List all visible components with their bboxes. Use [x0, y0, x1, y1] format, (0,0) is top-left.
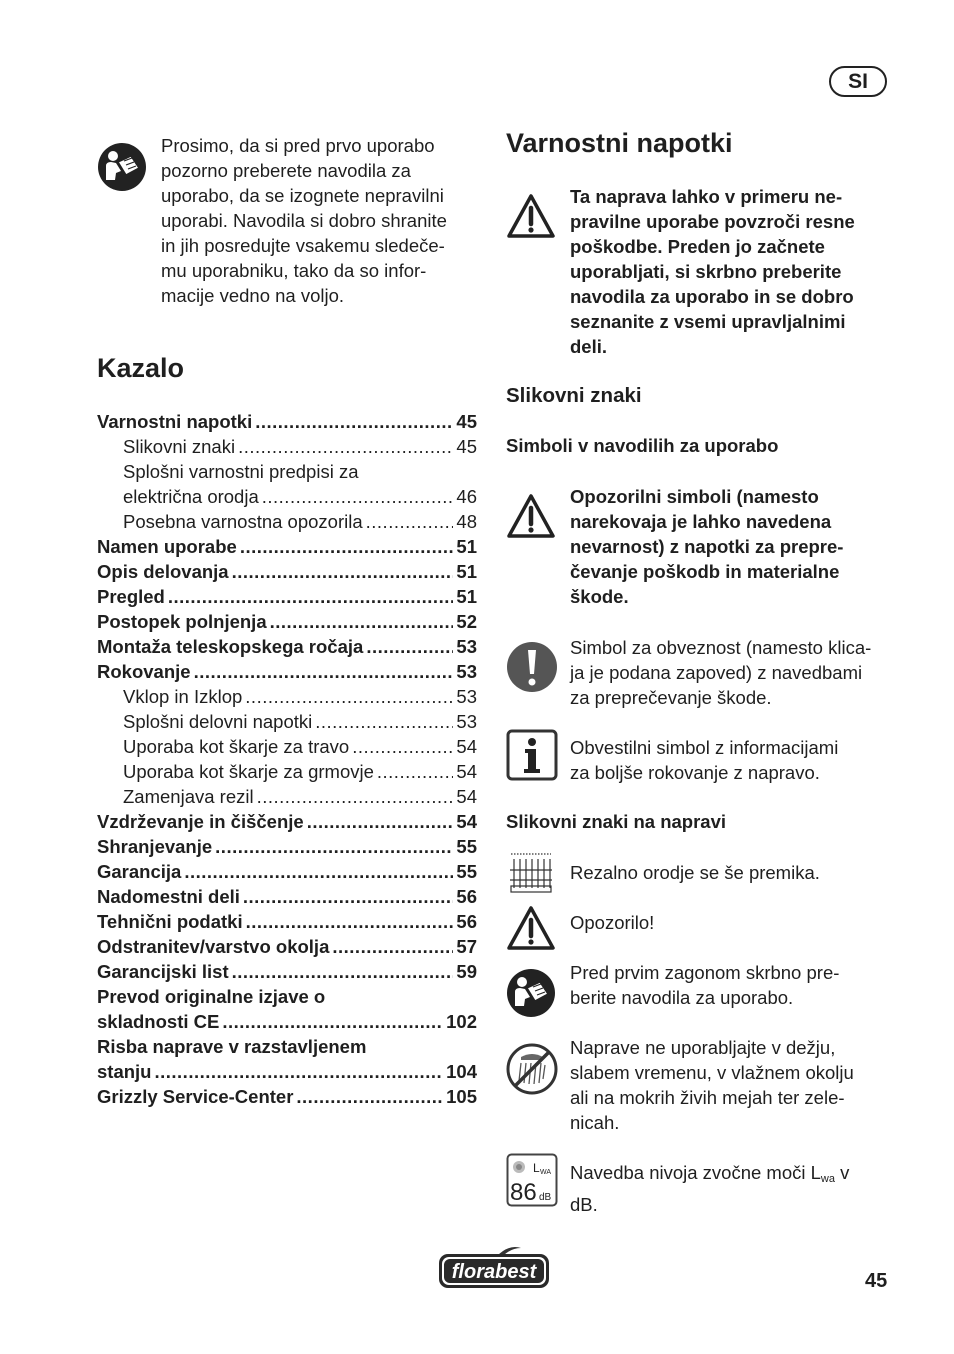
toc-leader-dots [352, 734, 453, 759]
rain-warning-text: Naprave ne uporabljajte v dežju, slabem vremenu, v vlažnem okolju ali na mokrih živih mejah ter zele- nicah. [570, 1037, 854, 1133]
toc-entry-label: Vzdrževanje in čiščenje [97, 811, 304, 832]
toc-entry [97, 634, 477, 659]
toc-leader-dots [255, 409, 453, 434]
toc-entry-label: Montaža teleskopskega ročaja [97, 636, 364, 657]
toc-entry-label: Nadomestni deli [97, 886, 240, 907]
toc-entry [97, 809, 477, 834]
toc-entry [97, 784, 477, 809]
toc-entry [97, 759, 477, 784]
toc-leader-dots [246, 909, 454, 934]
intro-paragraph [161, 133, 483, 308]
toc-entry-label: skladnosti CE [97, 1011, 220, 1032]
toc-leader-dots [307, 809, 454, 834]
toc-entry-page: 55 [456, 861, 477, 882]
svg-text:86: 86 [510, 1179, 537, 1206]
toc-entry-label: Odstranitev/varstvo okolja [97, 936, 330, 957]
toc-entry [97, 684, 477, 709]
toc-entry-page: 53 [456, 686, 477, 707]
toc-entry-label: Uporaba kot škarje za travo [123, 736, 350, 757]
intro-line: pozorno preberete navodila za [161, 160, 411, 181]
toc-entry-label: Pregled [97, 586, 165, 607]
intro-line: macije vedno na voljo. [161, 285, 345, 306]
toc-entry-page: 55 [456, 836, 477, 857]
svg-text:dB: dB [539, 1192, 552, 1203]
read-manual-text: Pred prvim zagonom skrbno pre- berite navodila za uporabo. [570, 962, 840, 1008]
toc-entry-label: Namen uporabe [97, 536, 237, 557]
intro-line: mu uporabniku, tako da so infor- [161, 260, 427, 281]
toc-entry-label: Splošni varnostni predpisi za [123, 461, 359, 482]
read-manual-icon [97, 142, 147, 192]
toc-entry [97, 609, 477, 634]
toc-leader-dots [222, 1009, 443, 1034]
toc-entry-label: Zamenjava rezil [123, 786, 254, 807]
toc-entry [97, 884, 477, 909]
toc-entry-page: 59 [456, 961, 477, 982]
device-symbols-heading: Slikovni znaki na napravi [506, 811, 727, 832]
svg-text:WA: WA [540, 1169, 552, 1176]
toc-leader-dots [366, 634, 453, 659]
toc-entry [97, 534, 477, 559]
toc-entry-label: Uporaba kot škarje za grmovje [123, 761, 374, 782]
toc-entry-page: 54 [456, 761, 477, 782]
toc-entry-page: 54 [456, 811, 477, 832]
toc-entry [97, 509, 477, 534]
toc-entry [97, 1084, 477, 1109]
sound-power-text: Navedba nivoja zvočne moči $L_{wa}$ v dB. [570, 1162, 850, 1215]
toc-leader-dots [215, 834, 453, 859]
intro-line: uporabi. Navodila si dobro shranite [161, 210, 447, 231]
toc-entry-label: Garancija [97, 861, 182, 882]
toc-entry [97, 559, 477, 584]
svg-text:florabest: florabest [451, 1261, 537, 1283]
toc-leader-dots [315, 709, 453, 734]
toc-entry-page: 105 [446, 1086, 477, 1107]
intro-line: in jih posredujte vsakemu sledeče- [161, 235, 445, 256]
manual-symbols-heading: Simboli v navodilih za uporabo [506, 435, 779, 456]
toc-entry [97, 659, 477, 684]
toc-entry [97, 984, 477, 1009]
toc-entry-page: 54 [456, 786, 477, 807]
toc-entry [97, 459, 477, 484]
toc-leader-dots [168, 584, 454, 609]
toc-entry-page: 56 [456, 911, 477, 932]
toc-entry [97, 834, 477, 859]
toc-leader-dots [377, 759, 454, 784]
toc-leader-dots [245, 684, 453, 709]
no-rain-icon [506, 1043, 558, 1095]
toc-leader-dots [296, 1084, 443, 1109]
safety-title: Varnostni napotki [506, 128, 733, 158]
toc-leader-dots [184, 859, 453, 884]
cutting-tool-text: Rezalno orodje se še premika. [570, 862, 820, 883]
language-badge: SI [829, 66, 887, 97]
toc-entry-label: Varnostni napotki [97, 411, 253, 432]
cutting-blade-icon [508, 850, 554, 894]
toc-entry-label: Posebna varnostna opozorila [123, 511, 363, 532]
toc-entry-page: 51 [456, 561, 477, 582]
toc-entry-page: 45 [456, 411, 477, 432]
toc-entry-label: Grizzly Service-Center [97, 1086, 294, 1107]
toc-entry [97, 584, 477, 609]
toc-leader-dots [257, 784, 454, 809]
toc-leader-dots [243, 884, 454, 909]
svg-text:L: L [533, 1161, 540, 1175]
toc-leader-dots [154, 1059, 443, 1084]
toc-entry-label: Prevod originalne izjave o [97, 986, 326, 1007]
toc-leader-dots [232, 559, 454, 584]
safety-warning-text: Ta naprava lahko v primeru ne- pravilne uporabe povzroči resne poškodbe. Preden jo začnete uporabljati, si skrbno preberite navodila za uporabo in se dobro seznanite z vsemi upravljalnimi deli. [570, 186, 855, 357]
toc-entry-page: 45 [456, 436, 477, 457]
symbols-heading: Slikovni znaki [506, 384, 642, 407]
toc-entry [97, 959, 477, 984]
toc-entry-label: električna orodja [123, 486, 259, 507]
toc-entry [97, 709, 477, 734]
toc-entry-page: 104 [446, 1061, 477, 1082]
toc-leader-dots [238, 434, 453, 459]
toc-entry-page: 57 [456, 936, 477, 957]
toc-leader-dots [270, 609, 454, 634]
toc-entry-page: 54 [456, 736, 477, 757]
toc-entry-label: Rokovanje [97, 661, 191, 682]
toc-entry-page: 53 [456, 636, 477, 657]
toc-leader-dots [332, 934, 453, 959]
toc-leader-dots [366, 509, 454, 534]
warning-triangle-icon [506, 193, 556, 239]
toc-entry-page: 52 [456, 611, 477, 632]
toc-entry-label: Tehnični podatki [97, 911, 243, 932]
toc-entry-label: stanju [97, 1061, 152, 1082]
toc-entry-page: 56 [456, 886, 477, 907]
toc-title: Kazalo [97, 353, 185, 383]
toc-entry-page: 51 [456, 586, 477, 607]
brand-logo [437, 1242, 551, 1290]
toc-entry-label: Vklop in Izklop [123, 686, 243, 707]
toc-entry-label: Splošni delovni napotki [123, 711, 313, 732]
attention-text: Opozorilo! [570, 912, 655, 933]
toc-entry-page: 102 [446, 1011, 477, 1032]
toc-entry-label: Opis delovanja [97, 561, 229, 582]
warning-symbol-description: Opozorilni simboli (namesto narekovaja je lahko navedena nevarnost) z napotki za prepre- čevanje poškodb in materialne škode. [570, 486, 844, 607]
toc-entry-label: Slikovni znaki [123, 436, 236, 457]
toc-entry [97, 909, 477, 934]
read-manual-icon [506, 968, 556, 1018]
toc-entry [97, 734, 477, 759]
info-icon [506, 729, 558, 781]
toc-leader-dots [232, 959, 454, 984]
warning-triangle-icon [506, 905, 556, 951]
toc-entry-label: Postopek polnjenja [97, 611, 267, 632]
toc-leader-dots [262, 484, 454, 509]
toc-entry [97, 1034, 477, 1059]
toc-leader-dots [240, 534, 454, 559]
toc-entry-page: 46 [456, 486, 477, 507]
toc-entry-label: Shranjevanje [97, 836, 213, 857]
warning-triangle-icon [506, 493, 556, 539]
toc-entry-page: 51 [456, 536, 477, 557]
exclamation-circle-icon [506, 641, 558, 693]
table-of-contents [97, 409, 477, 1109]
intro-line: Prosimo, da si pred prvo uporabo [161, 135, 435, 156]
toc-entry-page: 53 [456, 661, 477, 682]
toc-entry-page: 48 [456, 511, 477, 532]
toc-entry-label: Risba naprave v razstavljenem [97, 1036, 367, 1057]
info-symbol-description: Obvestilni simbol z informacijami za boljše rokovanje z napravo. [570, 737, 839, 783]
toc-entry [97, 859, 477, 884]
toc-entry-label: Garancijski list [97, 961, 229, 982]
intro-line: uporabo, da se izognete nepravilni [161, 185, 444, 206]
toc-entry [97, 1009, 477, 1034]
sound-power-icon [506, 1153, 558, 1207]
mandatory-symbol-description: Simbol za obveznost (namesto klica- ja je podana zapoved) z navedbami za preprečevanje škode. [570, 637, 872, 708]
toc-entry-page: 53 [456, 711, 477, 732]
toc-entry [97, 934, 477, 959]
toc-entry [97, 484, 477, 509]
toc-entry [97, 409, 477, 434]
toc-leader-dots [194, 659, 454, 684]
toc-entry [97, 1059, 477, 1084]
toc-entry [97, 434, 477, 459]
page-number: 45 [865, 1270, 888, 1292]
